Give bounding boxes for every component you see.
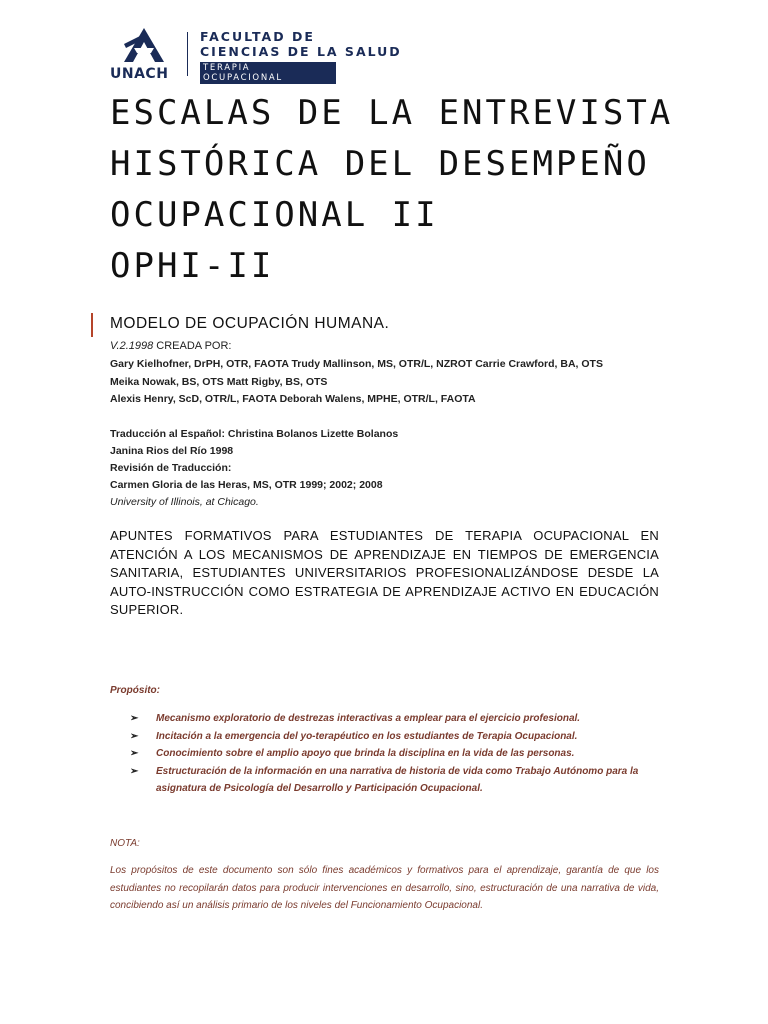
accent-bar bbox=[91, 313, 93, 337]
version-line bbox=[110, 340, 231, 352]
arrow-bullet-icon: ➢ bbox=[130, 713, 139, 724]
purpose-item-text: Estructuración de la información en una narrativa de historia de vida como Trabajo Autónomo para la asignatura de Psicología del Desarrollo y Participación Ocupacional. bbox=[156, 765, 639, 794]
credits-block bbox=[110, 356, 603, 409]
translation-line: Carmen Gloria de las Heras, MS, OTR 1999; 2002; 2008 bbox=[110, 479, 383, 491]
purpose-item-text: Incitación a la emergencia del yo-terapéutico en los estudiantes de Terapia Ocupacional. bbox=[156, 730, 578, 742]
credits-line: Meika Nowak, BS, OTS Matt Rigby, BS, OTS bbox=[110, 375, 328, 388]
list-item bbox=[130, 728, 660, 746]
version-number: V.2.1998 bbox=[110, 340, 154, 352]
nota-label: NOTA: bbox=[110, 838, 140, 849]
arrow-bullet-icon: ➢ bbox=[130, 765, 139, 777]
arrow-bullet-icon: ➢ bbox=[130, 730, 139, 742]
unach-emblem-icon bbox=[120, 26, 168, 64]
faculty-block bbox=[200, 29, 402, 84]
model-heading: MODELO DE OCUPACIÓN HUMANA. bbox=[110, 315, 390, 332]
header-divider bbox=[187, 32, 188, 76]
unach-logo bbox=[110, 26, 180, 82]
credits-line: Gary Kielhofner, DrPH, OTR, FAOTA Trudy Mallinson, MS, OTR/L, NZROT Carrie Crawford, BA, OTS bbox=[110, 358, 603, 370]
translation-line: Traducción al Español: Christina Bolanos Lizette Bolanos bbox=[110, 428, 399, 440]
nota-text: Los propósitos de este documento son sólo fines académicos y formativos para el aprendizaje, garantía de que los estudiantes no recopilarán datos para producir intervenciones en desarrollo, sino, estructuración de una narrativa de vida, concibiendo así un análisis primario de los niveles del Funcionamiento Ocupacional. bbox=[110, 865, 659, 911]
list-item bbox=[130, 763, 660, 798]
version-created-by: CREADA POR: bbox=[153, 340, 232, 352]
purpose-label: Propósito: bbox=[110, 685, 160, 696]
faculty-band: TERAPIA OCUPACIONAL bbox=[200, 62, 336, 84]
title-line-3: OCUPACIONAL II bbox=[110, 195, 439, 235]
faculty-line-2: CIENCIAS DE LA SALUD bbox=[200, 44, 402, 59]
arrow-bullet-icon: ➢ bbox=[130, 748, 139, 759]
title-line-2: HISTÓRICA DEL DESEMPEÑO bbox=[110, 144, 650, 184]
translation-line: Revisión de Traducción: bbox=[110, 462, 232, 474]
credits-line: Alexis Henry, ScD, OTR/L, FAOTA Deborah Walens, MPHE, OTR/L, FAOTA bbox=[110, 393, 476, 405]
purpose-item-text: Mecanismo exploratorio de destrezas interactivas a emplear para el ejercicio profesional. bbox=[156, 713, 581, 724]
purpose-item-text: Conocimiento sobre el amplio apoyo que brinda la disciplina en la vida de las personas. bbox=[156, 748, 575, 759]
translation-line: University of Illinois, at Chicago. bbox=[110, 496, 259, 508]
logo-wordmark: UNACH bbox=[110, 66, 169, 82]
title-line-1: ESCALAS DE LA ENTREVISTA bbox=[110, 93, 674, 133]
list-item bbox=[130, 710, 660, 728]
purpose-list bbox=[130, 710, 660, 798]
list-item bbox=[130, 745, 660, 763]
faculty-line-1: FACULTAD DE bbox=[200, 29, 315, 44]
translation-line: Janina Rios del Río 1998 bbox=[110, 445, 234, 457]
translation-block bbox=[110, 426, 398, 511]
document-title bbox=[110, 88, 674, 292]
notes-paragraph: APUNTES FORMATIVOS PARA ESTUDIANTES DE TERAPIA OCUPACIONAL EN ATENCIÓN A LOS MECANISMOS DE APRENDIZAJE EN TIEMPOS DE EMERGENCIA SANITARIA, ESTUDIANTES UNIVERSITARIOS PROFESIONALIZÁNDOSE DESDE LA AUTO-INSTRUCCIÓN COMO ESTRATEGIA DE APRENDIZAJE ACTIVO EN EDUCACIÓN SUPERIOR. bbox=[110, 528, 659, 617]
title-line-4: OPHI-II bbox=[110, 246, 275, 286]
